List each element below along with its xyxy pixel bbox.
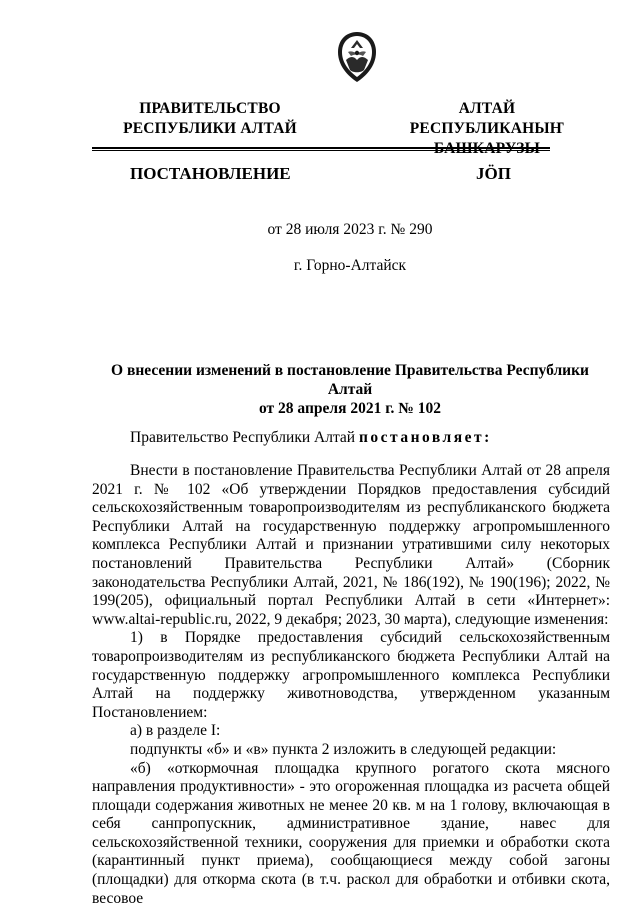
- document-date-number: от 28 июля 2023 г. № 290: [92, 221, 608, 239]
- preamble: [130, 429, 492, 447]
- body-paragraph: Внести в постановление Правительства Республики Алтай от 28 апреля 2021 г. № 102 «Об утверждении Порядков предоставления субсидий сельскохозяйственным товаропроизводителям из республиканского бюджета Республики Алтай на государственную поддержку агропромышленного комплекса Республики Алтай и признании утратившими силу некоторых постановлений Правительства Республики Алтай» (Сборник законодательства Республики Алтай, 2021, № 186(192), № 190(196); 2022, № 199(205), официальный портал Республики Алтай в сети «Интернет»: www.altai-republic.ru, 2022, 9 декабря; 2023, 30 марта), следующие изменения:: [92, 462, 610, 629]
- government-header-russian: [120, 99, 300, 139]
- preamble-text: Правительство Республики Алтай: [130, 429, 359, 446]
- body-paragraph: 1) в Порядке предоставления субсидий сельскохозяйственным товаропроизводителям из республиканского бюджета Республики Алтай на государственную поддержку агропромышленного комплекса Республики Алтай на поддержку животноводства, утвержденном указанным Постановлением:: [92, 629, 610, 722]
- preamble-decree-word: постановляет:: [359, 429, 492, 446]
- doctype-altai: JӦП: [476, 164, 511, 184]
- document-body: [92, 462, 610, 908]
- header-divider-thin: [92, 150, 550, 151]
- header-right-line1: АЛТАЙ РЕСПУБЛИКАНЫҤ: [392, 99, 582, 139]
- body-paragraph: а) в разделе I:: [92, 722, 610, 741]
- body-paragraph: подпункты «б» и «в» пункта 2 изложить в следующей редакции:: [92, 741, 610, 760]
- document-city: г. Горно-Алтайск: [92, 257, 608, 275]
- header-left-line2: РЕСПУБЛИКИ АЛТАЙ: [120, 119, 300, 139]
- document-title: [92, 361, 608, 418]
- coat-of-arms-icon: [334, 30, 380, 84]
- title-line2: от 28 апреля 2021 г. № 102: [92, 399, 608, 418]
- doctype-russian: ПОСТАНОВЛЕНИЕ: [130, 164, 291, 184]
- header-left-line1: ПРАВИТЕЛЬСТВО: [120, 99, 300, 119]
- header-right-line2: [392, 139, 582, 159]
- header-divider: [92, 147, 550, 149]
- title-line1: О внесении изменений в постановление Правительства Республики Алтай: [92, 361, 608, 399]
- body-paragraph: «б) «откормочная площадка крупного рогатого скота мясного направления продуктивности» - это огороженная площадка из расчета общей площади содержания животных не менее 20 кв. м на 1 голову, включающая в себя санпропускник, административное здание, навес для сельскохозяйственной техники, сооружения для приемки и обработки скота (карантинный пункт приема), сообщающиеся между собой загоны (площадки) для откорма скота (в т.ч. раскол для обработки и отбивки скота, весовое: [92, 760, 610, 908]
